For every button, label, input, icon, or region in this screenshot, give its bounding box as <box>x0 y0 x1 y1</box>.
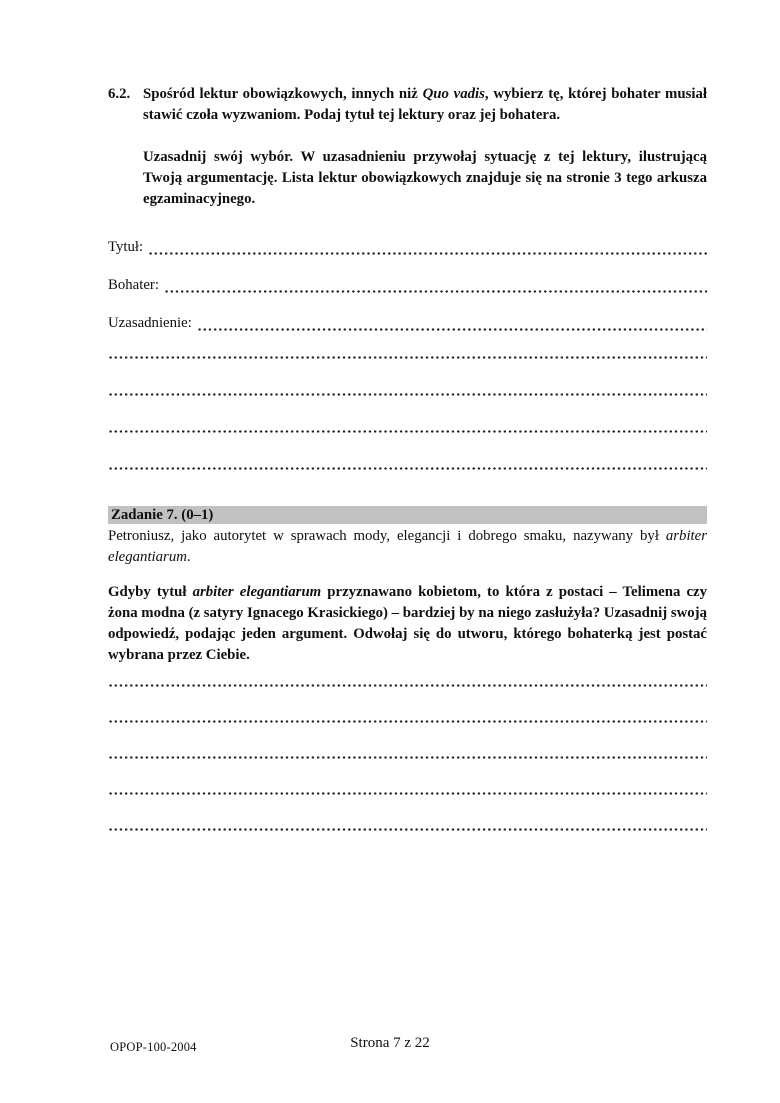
answer-line[interactable] <box>108 341 707 362</box>
answer-line[interactable] <box>108 813 707 834</box>
hero-answer-line[interactable] <box>164 275 707 296</box>
title-label: Tytuł: <box>108 239 144 255</box>
justification-field-row <box>108 313 707 334</box>
task-6-2-intro-post: , wybierz tę, której bohater musiał stawić czoła wyzwaniom. Podaj tytuł tej lektury oraz jej bohatera. <box>143 86 707 123</box>
title-field-row <box>108 237 707 258</box>
justification-label: Uzasadnienie: <box>108 315 192 331</box>
task-7-question-pre: Gdyby tytuł <box>108 584 193 600</box>
justification-answer-line[interactable] <box>197 313 707 334</box>
answer-line[interactable] <box>108 777 707 798</box>
hero-label: Bohater: <box>108 277 159 293</box>
page-number: Strona 7 z 22 <box>350 1035 430 1051</box>
task-7-header-label: Zadanie 7. (0–1) <box>111 507 214 523</box>
task-7-section <box>108 506 707 834</box>
task-7-header-bar <box>108 506 707 524</box>
task-6-2-number: 6.2. <box>108 86 131 102</box>
task-7-question-paragraph <box>108 582 707 666</box>
task-7-context-latin-term: arbiter elegantiarum <box>108 528 707 565</box>
task-6-2-intro-pre: Spośród lektur obowiązkowych, innych niż <box>143 86 423 102</box>
form-code: OPOP-100-2004 <box>110 1040 197 1054</box>
task-7-context-pre: Petroniusz, jako autorytet w sprawach mody, elegancji i dobrego smaku, nazywany był <box>108 528 666 544</box>
answer-line[interactable] <box>108 415 707 436</box>
title-answer-line[interactable] <box>148 237 707 258</box>
answer-line[interactable] <box>108 705 707 726</box>
task-6-2-instruction-paragraph: Uzasadnij swój wybór. W uzasadnieniu przywołaj sytuację z tej lektury, ilustrującą Twoją argumentację. Lista lektur obowiązkowych znajduje się na stronie 3 tego arkusza egzaminacyjnego. <box>143 149 707 207</box>
task-6-2-intro-paragraph <box>108 84 707 126</box>
task-6-2-intro-book-title: Quo vadis <box>422 86 485 102</box>
page-content <box>108 0 707 834</box>
task-7-question-latin-term: arbiter elegantiarum <box>192 584 322 600</box>
task-7-context-post: . <box>186 549 191 565</box>
answer-line[interactable] <box>108 669 707 690</box>
task-7-context-paragraph <box>108 526 707 568</box>
task-6-2-section <box>108 84 707 473</box>
answer-line[interactable] <box>108 741 707 762</box>
task-7-question-post: przyznawano kobietom, to która z postaci – Telimena czy żona modna (z satyry Ignacego Krasickiego) – bardziej by na niego zasłużyła? Uzasadnij swoją odpowiedź, podając jeden argument. Odwołaj się do utworu, którego bohaterką jest postać wybrana przez Ciebie. <box>108 584 707 663</box>
hero-field-row <box>108 275 707 296</box>
answer-line[interactable] <box>108 378 707 399</box>
answer-line[interactable] <box>108 452 707 473</box>
